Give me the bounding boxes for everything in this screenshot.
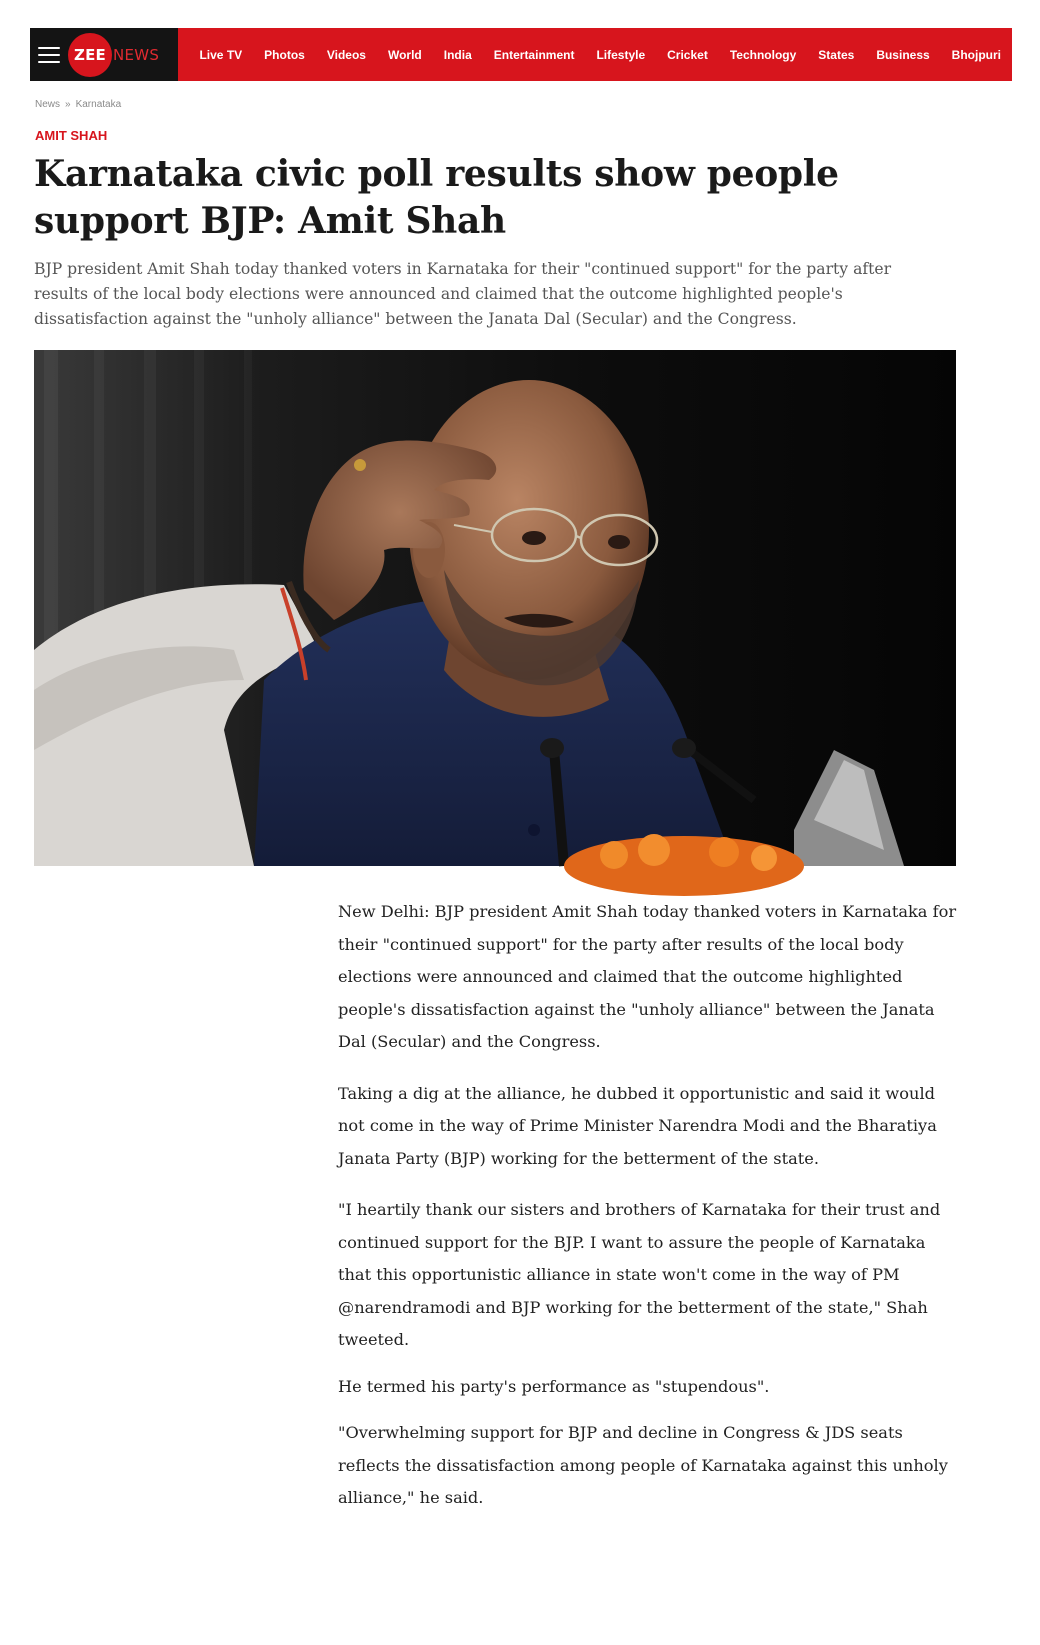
nav-item-cricket[interactable]: Cricket [667, 47, 708, 62]
breadcrumb-separator: » [65, 99, 71, 110]
nav-item-india[interactable]: India [443, 47, 472, 62]
nav-brand-area [30, 28, 178, 81]
nav-item-photos[interactable]: Photos [264, 47, 305, 62]
article-paragraph-5: "Overwhelming support for BJP and decline in Congress & JDS seats reflects the dissatisfaction among people of Karnataka against this unholy alliance," he said. [338, 1423, 948, 1507]
article-headline: Karnataka civic poll results show people support BJP: Amit Shah [34, 153, 839, 242]
hero-photo-illustration [34, 350, 956, 866]
article-body [338, 896, 960, 1534]
logo-zee-text: ZEE [74, 45, 106, 64]
article-paragraph-4: He termed his party's performance as "stupendous". [338, 1376, 770, 1396]
nav-item-bhojpuri[interactable]: Bhojpuri [951, 47, 1001, 62]
nav-item-lifestyle[interactable]: Lifestyle [596, 47, 646, 62]
breadcrumb-home-link[interactable]: News [35, 99, 61, 110]
article-paragraph-2: Taking a dig at the alliance, he dubbed it opportunistic and said it would not come in the way of Prime Minister Narendra Modi and the Bharatiya Janata Party (BJP) working for the betterment of the state. [338, 1083, 937, 1168]
logo-news-text: NEWS [113, 45, 160, 64]
breadcrumb-section-link[interactable]: Karnataka [75, 99, 122, 110]
breadcrumb [35, 99, 121, 110]
article-tag-link[interactable]: AMIT SHAH [35, 128, 108, 143]
article-paragraph-3: "I heartily thank our sisters and brothers of Karnataka for their trust and continued support for the BJP. I want to assure the people of Karnataka that this opportunistic alliance in state won't come in the way of PM @narendramodi and BJP working for the betterment of the state," Shah tweeted. [338, 1200, 941, 1349]
article-summary: BJP president Amit Shah today thanked voters in Karnataka for their "continued support" for the party after results of the local body elections were announced and claimed that the outcome highlighted people's dissatisfaction against the "unholy alliance" between the Janata Dal (Secular) and the Congress. [34, 260, 892, 328]
hamburger-menu-icon[interactable] [38, 47, 60, 63]
nav-menu [178, 28, 1012, 81]
nav-item-states[interactable]: States [818, 47, 855, 62]
nav-item-world[interactable]: World [387, 47, 422, 62]
logo-circle [68, 33, 112, 77]
nav-item-business[interactable]: Business [876, 47, 930, 62]
hero-image [34, 350, 956, 866]
nav-item-entertainment[interactable]: Entertainment [493, 47, 575, 62]
zee-news-logo[interactable] [68, 33, 159, 77]
nav-item-videos[interactable]: Videos [326, 47, 366, 62]
top-navbar [30, 28, 1012, 81]
nav-item-live-tv[interactable]: Live TV [199, 47, 243, 62]
nav-item-technology[interactable]: Technology [729, 47, 797, 62]
article-paragraph-1: New Delhi: BJP president Amit Shah today thanked voters in Karnataka for their "continued support" for the party after results of the local body elections were announced and claimed that the outcome highlighted people's dissatisfaction against the "unholy alliance" between the Janata Dal (Secular) and the Congress. [338, 902, 957, 1051]
